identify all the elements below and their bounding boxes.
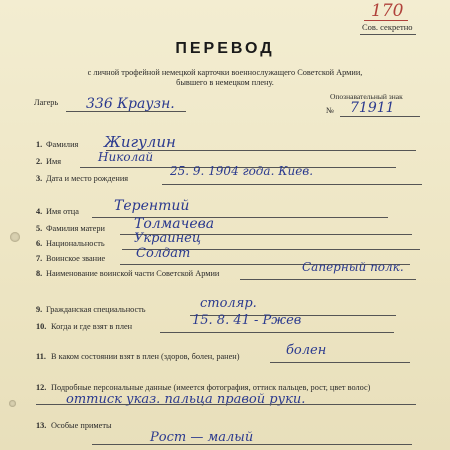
page-number: 170	[371, 1, 404, 21]
field-underline	[240, 279, 416, 280]
field-number: 10.	[36, 322, 47, 331]
field-number: 4.	[36, 207, 43, 216]
field-underline	[162, 184, 422, 185]
field-number: 13.	[36, 421, 47, 430]
camp-value: 336 Краузн.	[86, 96, 175, 112]
field-label: В каком состоянии взят в плен (здоров, болен, ранен)	[51, 352, 240, 361]
field-label: Особые приметы	[51, 421, 112, 430]
field-number: 2.	[36, 157, 43, 166]
field-underline	[36, 404, 416, 405]
field-number: 6.	[36, 239, 43, 248]
punch-hole	[10, 232, 20, 242]
document-subtitle-line2: бывшего в немецком плену.	[176, 78, 274, 87]
field-label: Подробные персональные данные (имеется фотография, оттиск пальцев, рост, цвет волос)	[51, 383, 371, 392]
field-number: 9.	[36, 305, 43, 314]
field-value: болен	[286, 343, 327, 358]
field-number: 8.	[36, 269, 43, 278]
field-number: 7.	[36, 254, 43, 263]
field-value: Рост — малый	[150, 430, 254, 445]
field-underline	[270, 362, 410, 363]
document-subtitle-line1: с личной трофейной немецкой карточки военнослужащего Советской Армии,	[87, 68, 363, 77]
id-tag-no: №	[326, 106, 334, 115]
field-underline	[160, 332, 394, 333]
camp-line	[66, 111, 186, 112]
field-value: Солдат	[136, 246, 191, 261]
field-value: столяр.	[200, 296, 257, 311]
field-value: оттиск указ. пальца правой руки.	[66, 392, 306, 407]
field-label: Имя отца	[46, 207, 79, 216]
id-tag-value: 71911	[350, 100, 395, 116]
field-label: Национальность	[46, 239, 105, 248]
field-label: Гражданская специальность	[46, 305, 146, 314]
id-tag-label: Опознавательный знак	[330, 92, 403, 101]
field-number: 11.	[36, 352, 46, 361]
classification-underline	[360, 34, 416, 35]
field-value: 25. 9. 1904 года. Киев.	[170, 164, 314, 178]
field-number: 5.	[36, 224, 43, 233]
document-title: ПЕРЕВОД	[175, 40, 275, 57]
field-label: Когда и где взят в плен	[51, 322, 133, 331]
field-number: 12.	[36, 383, 47, 392]
field-value: Николай	[98, 150, 154, 164]
field-value: Терентий	[114, 198, 190, 214]
field-value: Жигулин	[104, 133, 176, 151]
field-label: Фамилия матери	[46, 224, 105, 233]
classification-stamp: Сов. секретно	[362, 22, 413, 32]
field-label: Наименование воинской части Советской Армии	[46, 269, 220, 278]
id-tag-line	[340, 116, 420, 117]
field-label: Воинское звание	[46, 254, 106, 263]
field-underline	[92, 444, 412, 445]
page-number-underline	[364, 20, 408, 21]
camp-label: Лагерь	[34, 98, 59, 107]
field-label: Имя	[46, 157, 62, 166]
field-value: Украинец	[134, 231, 201, 246]
field-number: 3.	[36, 174, 43, 183]
field-label: Дата и место рождения	[46, 174, 129, 183]
punch-hole	[9, 400, 16, 407]
field-label: Фамилия	[46, 140, 79, 149]
field-value: Толмачева	[134, 216, 215, 232]
field-value: Саперный полк.	[302, 260, 404, 274]
field-value: 15. 8. 41 - Ржев	[192, 313, 302, 328]
field-number: 1.	[36, 140, 43, 149]
